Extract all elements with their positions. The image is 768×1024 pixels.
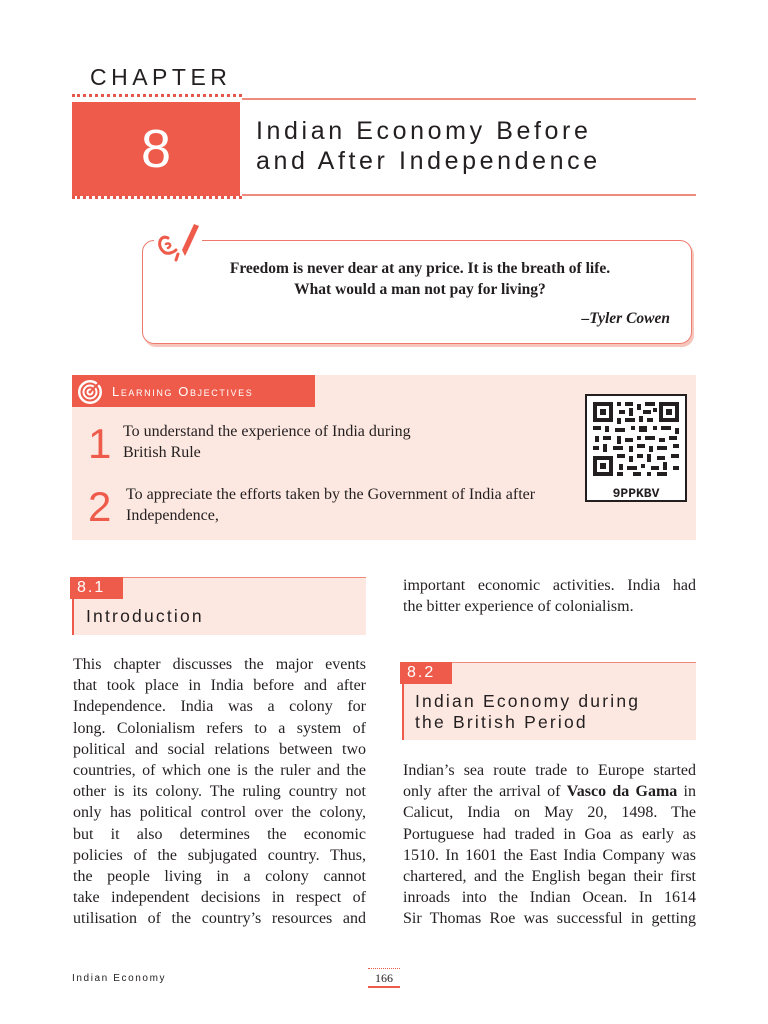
right-column-top-text	[403, 575, 696, 617]
text-line: important economic activities. India had	[403, 577, 696, 594]
text-line: Sir Thomas Roe was successful in getting	[403, 910, 696, 928]
text-line: inroads into the Indian Ocean. In 1614	[403, 889, 696, 907]
footer-book-title: Indian Economy	[72, 973, 167, 984]
dotted-rule-bottom	[72, 196, 242, 204]
chapter-number: 8	[72, 102, 240, 196]
section-title-line: the British Period	[415, 712, 588, 732]
quote-author: –Tyler Cowen	[581, 310, 670, 327]
text-line: that took place in India before and after	[73, 677, 366, 695]
bold-name: Vasco da Gama	[566, 783, 678, 801]
qr-code-label: 9PPKBV	[612, 486, 660, 501]
text-line: policies of the subjugated country. Thus,	[73, 846, 366, 864]
text-line: Indian’s sea route trade to Europe started	[403, 762, 696, 779]
section-number: 8.1	[70, 577, 123, 599]
quote-text	[150, 258, 690, 300]
text-line: Independence. India was a colony for	[73, 698, 366, 716]
text-line	[403, 781, 696, 802]
text-line: utilisation of the country’s resources and	[73, 910, 366, 928]
text-line: political and social relations between two	[73, 740, 366, 758]
text-line: the bitter experience of colonialism.	[403, 598, 634, 616]
qr-code-pattern	[587, 396, 685, 482]
section-title: Introduction	[86, 606, 204, 626]
objective-number: 2	[88, 483, 112, 530]
text-line: This chapter discusses the major events	[73, 656, 366, 673]
title-rule-bottom	[242, 194, 696, 196]
text-line: but it also determines the economic	[73, 825, 366, 843]
section-number: 8.2	[400, 662, 452, 684]
text-line: Calicut, India on May 20, 1498. The	[403, 804, 696, 822]
text-line: take independent decisions in respect of	[73, 889, 366, 907]
text-line: the people living in a colony cannot	[73, 868, 366, 886]
text-fragment: in	[677, 783, 697, 801]
page-number: 166	[368, 968, 400, 988]
learning-objectives-label: Learning Objectives	[112, 384, 254, 399]
chapter-title	[256, 116, 696, 176]
text-line: Portuguese had traded in Goa as early as	[403, 825, 696, 843]
quote-line-1: Freedom is never dear at any price. It is the breath of life.	[229, 260, 611, 277]
dotted-rule-top	[72, 94, 242, 102]
text-line: 1510. In 1601 the East India Company was	[403, 846, 696, 864]
text-line: chartered, and the English began their first	[403, 868, 696, 886]
objective-line: British Rule	[123, 444, 201, 461]
objective-line: To appreciate the efforts taken by the Government of India after	[126, 486, 536, 503]
chapter-label: CHAPTER	[90, 64, 232, 90]
title-rule-top	[242, 98, 696, 100]
section-title	[415, 691, 640, 733]
objective-line: To understand the experience of India during	[123, 423, 411, 440]
section-title-line: Indian Economy during	[415, 691, 641, 711]
quote-line-2: What would a man not pay for living?	[294, 281, 546, 298]
text-line: only has political control over the colony,	[73, 804, 366, 822]
target-icon	[76, 378, 104, 406]
objective-line: Independence,	[126, 507, 219, 524]
objective-number: 1	[88, 420, 112, 467]
left-column-text	[73, 654, 366, 930]
chapter-title-line-2: and After Independence	[256, 147, 601, 175]
chapter-title-line-1: Indian Economy Before	[256, 117, 592, 145]
objective-text	[126, 484, 535, 526]
text-line: other is its colony. The ruling country not	[73, 783, 366, 801]
text-line: countries, of which one is the ruler and the	[73, 762, 366, 780]
objective-text	[123, 421, 411, 463]
right-column-bottom-text	[403, 760, 696, 930]
text-line: long. Colonialism refers to a system of	[73, 719, 366, 737]
text-fragment: only after the arrival of	[403, 783, 567, 801]
